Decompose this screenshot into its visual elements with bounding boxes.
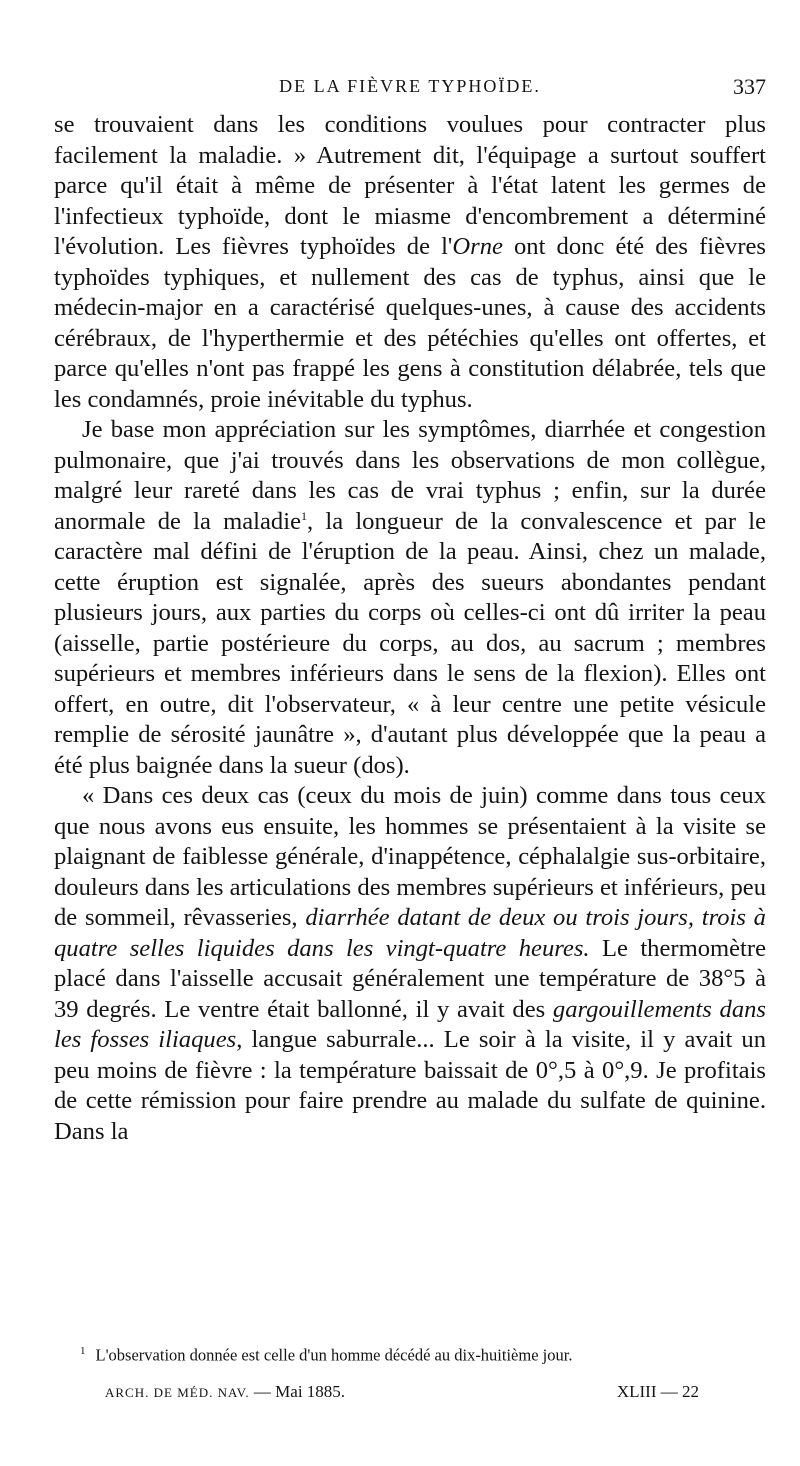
- paragraph-3-text-b: Le thermomètre placé dans l'aisselle accusait généralement une température de 38°5 à 39 degrés. Le ventre était ballonné, il y avait des: [54, 934, 766, 1023]
- journal-abbreviation: ARCH. DE MÉD. NAV.: [105, 1385, 250, 1400]
- paragraph-2: [54, 415, 766, 781]
- paragraph-1-text-b: ont donc été des fièvres typhoïdes typhiques, et nullement des cas de typhus, ainsi que le médecin-major en a caractérisé quelques-unes, à cause des accidents cérébraux, de l'hyperthermie et des pétéchies qu'elles ont offertes, et parce qu'elles n'ont pas frappé les gens à constitution délabrée, tels que les condamnés, proie inévitable du typhus.: [54, 233, 767, 413]
- footnote-reference: 1: [300, 508, 307, 523]
- page-header: [54, 72, 766, 108]
- issue-date: — Mai 1885.: [253, 1382, 346, 1401]
- running-title: DE LA FIÈVRE TYPHOÏDE.: [279, 76, 541, 96]
- footnote-mark: 1: [80, 1345, 86, 1357]
- ship-name-orne: Orne: [452, 233, 503, 260]
- volume-signature: XLIII — 22: [616, 1382, 699, 1401]
- footnote-text: L'observation donnée est celle d'un homme décédé au dix-huitième jour.: [95, 1345, 573, 1365]
- footnote: [80, 1340, 770, 1367]
- body-text: [54, 110, 766, 1147]
- paragraph-2-text-a: Je base mon appréciation sur les symptômes, diarrhée et congestion pulmonaire, que j'ai trouvés dans les observations de mon collègue, malgré leur rareté dans les cas de vrai typhus ; enfin, sur la durée anormale de la maladie: [54, 416, 766, 535]
- paragraph-3-text-a: « Dans ces deux cas (ceux du mois de juin) comme dans tous ceux que nous avons eus ensuite, les hommes se présentaient à la visite se plaignant de faiblesse générale, d'inappétence, céphalalgie sus-orbitaire, douleurs dans les articulations des membres supérieurs et inférieurs, peu de sommeil, rêvasseries,: [54, 782, 766, 931]
- paragraph-3: [54, 781, 766, 1147]
- paragraph-1-text-a: se trouvaient dans les conditions voulues pour contracter plus facilement la maladie. » Autrement dit, l'équipage a surtout souffert parce qu'il était à même de présenter à l'état latent les germes de l'infectieux typhoïde, dont le miasme d'encombrement a déterminé l'évolution. Les fièvres typhoïdes de l': [54, 111, 766, 260]
- journal-reference: [105, 1382, 345, 1402]
- paragraph-1: [54, 110, 766, 415]
- paragraph-3-text-c: , langue saburrale... Le soir à la visite, il y avait un peu moins de fièvre : la température baissait de 0°,5 à 0°,9. Je profitais de cette rémission pour faire prendre au malade du sulfate de quinine. Dans la: [54, 1026, 766, 1145]
- page-number: 337: [733, 74, 766, 99]
- signature-line: [105, 1382, 699, 1408]
- paragraph-3-italic-a: diarrhée datant de deux ou trois jours, trois à quatre selles liquides dans les vingt-quatre heures.: [54, 904, 766, 962]
- paragraph-2-text-b: , la longueur de la convalescence et par le caractère mal défini de l'éruption de la peau. Ainsi, chez un malade, cette éruption est signalée, après des sueurs abondantes pendant plusieurs jours, aux parties du corps où celles-ci ont dû irriter la peau (aisselle, partie postérieure du corps, au dos, au sacrum ; membres supérieurs et membres inférieurs dans le sens de la flexion). Elles ont offert, en outre, dit l'observateur, « à leur centre une petite vésicule remplie de sérosité jaunâtre », d'autant plus développée que la peau a été plus baignée dans la sueur (dos).: [54, 507, 766, 779]
- paragraph-3-italic-b: gargouillements dans les fosses iliaques: [54, 995, 766, 1053]
